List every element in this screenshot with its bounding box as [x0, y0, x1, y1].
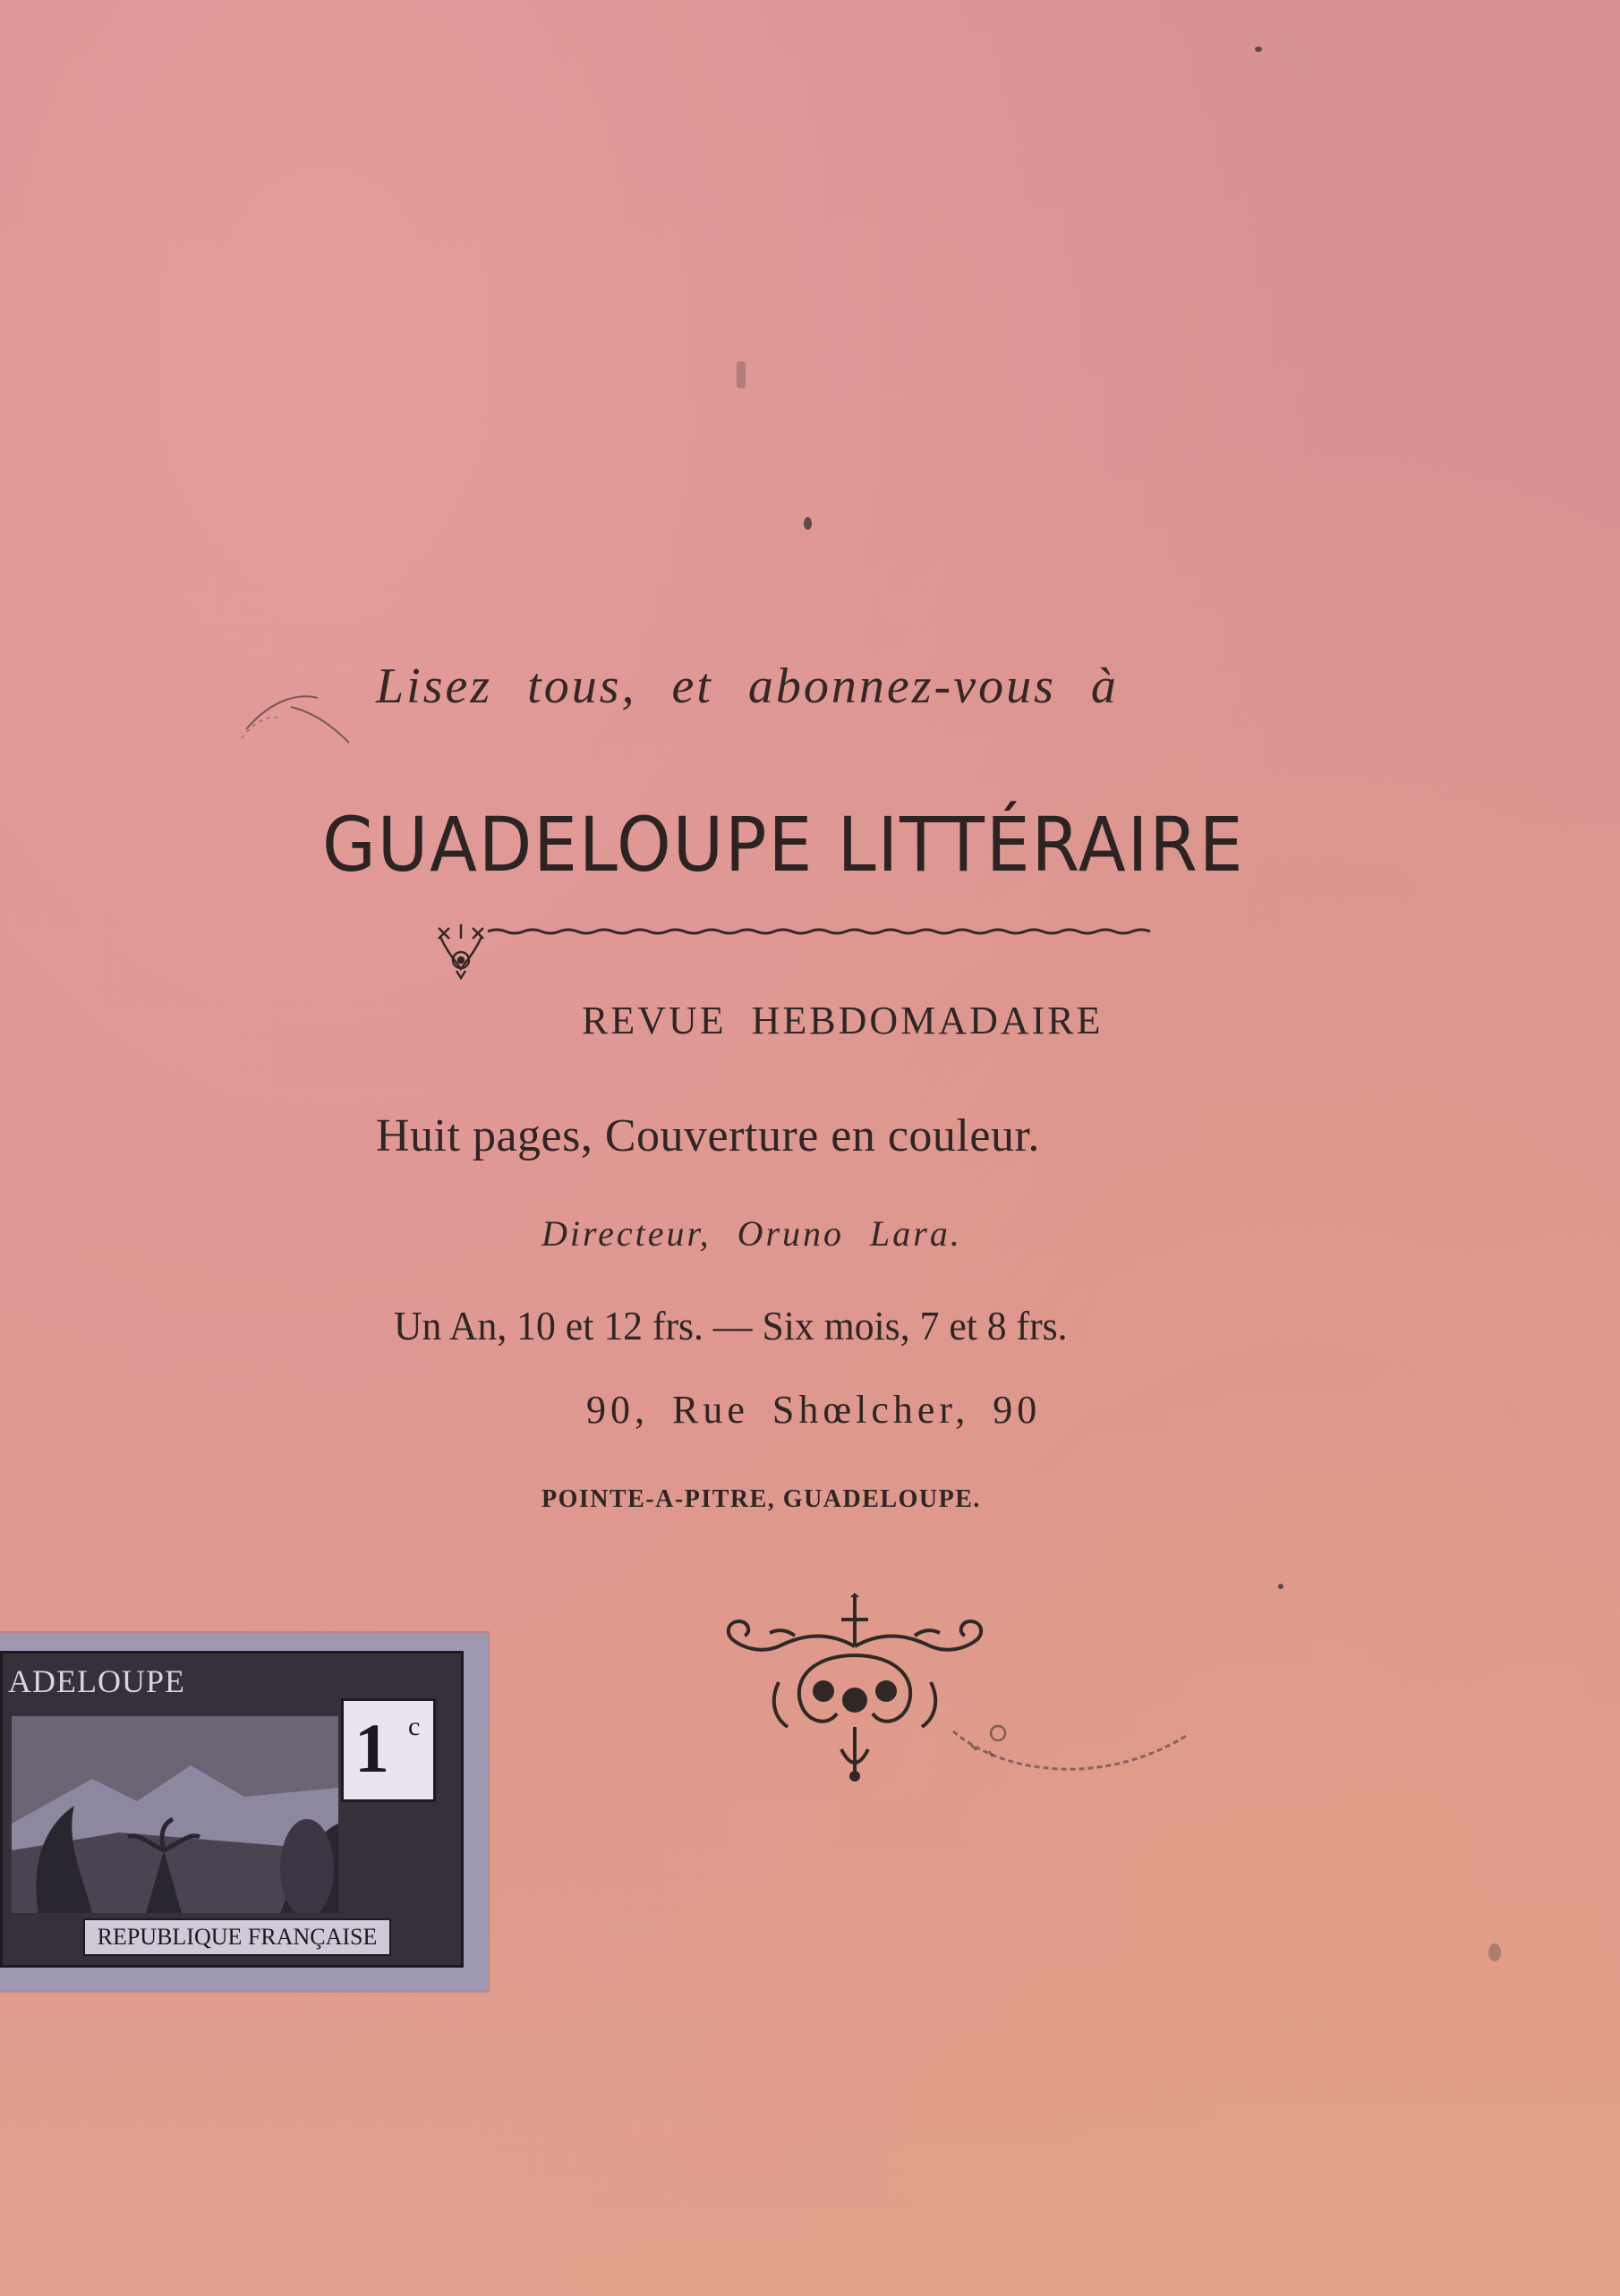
description-line: Huit pages, Couverture en couleur.: [376, 1110, 1040, 1161]
street-address: 90, Rue Shœlcher, 90: [586, 1388, 1042, 1432]
stamp-frame: [0, 1651, 464, 1968]
director-line: Directeur, Oruno Lara.: [541, 1213, 962, 1254]
title-rule-ornament: [421, 917, 1181, 998]
paper-speck: [1255, 47, 1262, 52]
paper-speck: [804, 517, 812, 530]
paper-speck: [737, 361, 746, 388]
intro-line: Lisez tous, et abonnez-vous à: [376, 659, 1119, 714]
subscription-prices: Un An, 10 et 12 frs. — Six mois, 7 et 8 frs.: [394, 1303, 1068, 1348]
paper-speck: [1488, 1943, 1501, 1961]
stamp-value-unit: c: [408, 1712, 421, 1741]
city-line: POINTE-A-PITRE, GUADELOUPE.: [541, 1485, 981, 1513]
stamp-value: 1: [354, 1709, 389, 1787]
journal-title: GUADELOUPE LITTÉRAIRE: [322, 801, 1245, 889]
stamp-value-box: [341, 1698, 436, 1802]
stamp-country-name: ADELOUPE: [8, 1663, 185, 1699]
stamp-footer-label: REPUBLIQUE FRANÇAISE: [83, 1918, 391, 1956]
postage-stamp: [0, 1633, 488, 1991]
paper-speck: [1278, 1584, 1283, 1589]
journal-subtitle: REVUE HEBDOMADAIRE: [582, 999, 1104, 1042]
stamp-landscape-illustration: [12, 1716, 338, 1913]
pen-flourish-mark: [237, 680, 389, 761]
postmark-arc: [944, 1722, 1195, 1794]
